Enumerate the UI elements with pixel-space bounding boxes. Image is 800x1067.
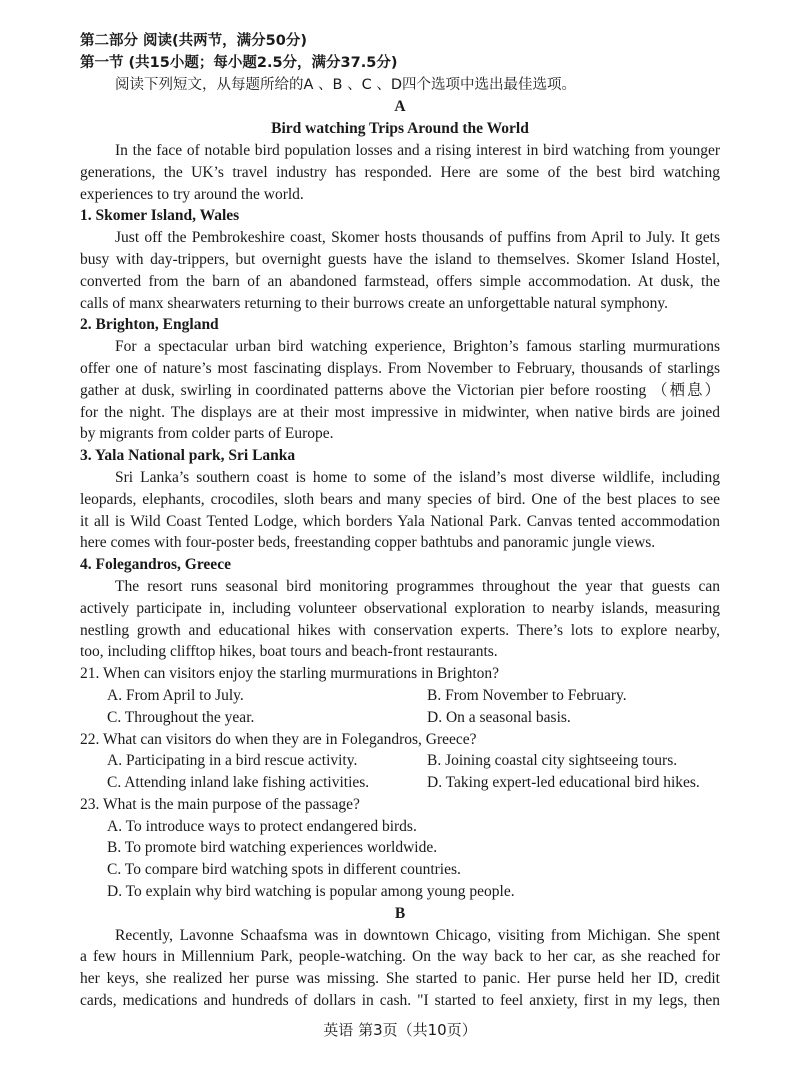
section-heading: 2. Brighton, England <box>80 316 219 334</box>
option-a: A. Participating in a bird rescue activity. <box>107 752 358 770</box>
option-d: D. On a seasonal basis. <box>427 708 571 726</box>
paragraph-line: Sri Lanka’s southern coast is home to some of the island’s most diverse wildlife, including <box>115 468 720 486</box>
option-d: D. Taking expert-led educational bird hikes. <box>427 774 700 792</box>
passage-a-questions <box>80 663 720 903</box>
paragraph-line: offer one of nature’s most fascinating displays. From November to February, thousands of starlings <box>80 359 720 377</box>
option-b: B. To promote bird watching experiences worldwide. <box>107 839 438 857</box>
paragraph-line: For a spectacular urban bird watching experience, Brighton’s famous starling murmurations <box>115 338 720 356</box>
option-b: B. Joining coastal city sightseeing tours. <box>427 752 678 770</box>
passage-b-label: B <box>394 904 406 922</box>
section-heading: 第一节 (共15小题；每小题2.5分，满分37.5分) <box>80 54 398 71</box>
paragraph <box>80 467 720 554</box>
paragraph-line: leopards, elephants, crocodiles, sloth bears and many species of bird. One of the best places to see <box>80 490 720 508</box>
paragraph-line: a few hours in Millennium Park, people-watching. On the way back to her car, as she reached for <box>80 948 720 966</box>
paragraph <box>80 140 720 205</box>
paragraph-line: gather at dusk, swirling in coordinated patterns above the Victorian pier before roosting （栖息） <box>80 381 720 399</box>
option-b: B. From November to February. <box>427 686 627 704</box>
paragraph-line: Recently, Lavonne Schaafsma was in downtown Chicago, visiting from Michigan. She spent <box>115 926 720 944</box>
option-row <box>80 707 720 729</box>
section-heading: 1. Skomer Island, Wales <box>80 207 240 225</box>
page-footer: 英语 第3页（共10页） <box>323 1021 477 1039</box>
option-c: C. To compare bird watching spots in different countries. <box>107 861 461 879</box>
question <box>80 794 720 903</box>
paragraph-line: generations, the UK’s travel industry has responded. Here are some of the best bird watching <box>80 163 720 181</box>
option-row <box>80 685 720 707</box>
paragraph-line: actively participate in, including volunteer observational exploration to nearby islands, measuring <box>80 599 720 617</box>
exam-page <box>80 31 720 1012</box>
question <box>80 663 720 728</box>
paragraph-line: In the face of notable bird population losses and a rising interest in bird watching from younger <box>115 141 720 159</box>
passage-a-title: Bird watching Trips Around the World <box>271 120 529 138</box>
paragraph-line: here comes with four-poster beds, freestanding copper bathtubs and panoramic jungle views. <box>80 534 656 552</box>
paragraph-line: The resort runs seasonal bird monitoring programmes throughout the year that guests can <box>115 577 720 595</box>
passage-b-body <box>80 925 720 1012</box>
paragraph-line: her keys, she realized her purse was missing. She started to panic. Her purse held her ID, credit <box>80 970 720 988</box>
paragraph-line: calls of manx shearwaters returning to their burrows create an unforgettable natural symphony. <box>80 294 668 312</box>
section-heading: 4. Folegandros, Greece <box>80 556 231 574</box>
instruction: 阅读下列短文，从每题所给的A 、B 、C 、D四个选项中选出最佳选项。 <box>115 76 576 93</box>
paragraph-line: cards, medications and hundreds of dollars in cash. "I started to feel anxiety, first in my legs, then <box>80 992 720 1010</box>
paragraph-line: it all is Wild Coast Tented Lodge, which borders Yala National Park. Canvas tented accommodation <box>80 512 720 530</box>
paragraph-line: by migrants from colder parts of Europe. <box>80 425 334 443</box>
paragraph <box>80 227 720 314</box>
question-stem: 21. When can visitors enjoy the starling murmurations in Brighton? <box>80 665 500 683</box>
paragraph-line: converted from the barn of an abandoned farmstead, offers simple accommodation. At dusk, the <box>80 272 720 290</box>
option-row <box>80 750 720 772</box>
question-stem: 23. What is the main purpose of the passage? <box>80 795 360 813</box>
paragraph-line: nestling growth and educational hikes with conservation experts. There’s lots to explore nearby, <box>80 621 720 639</box>
option-c: C. Throughout the year. <box>107 708 255 726</box>
paragraph-line: experiences to try around the world. <box>80 185 304 203</box>
option-row <box>80 772 720 794</box>
part-heading: 第二部分 阅读(共两节，满分50分) <box>80 33 307 49</box>
passage-a-body <box>80 140 720 663</box>
paragraph <box>80 576 720 663</box>
passage-a-label: A <box>394 98 406 116</box>
section-heading: 3. Yala National park, Sri Lanka <box>80 447 296 465</box>
paragraph <box>80 336 720 445</box>
paragraph-line: for the night. The displays are at their most impressive in midwinter, when native birds are joined <box>80 403 720 421</box>
option-c: C. Attending inland lake fishing activities. <box>107 774 370 792</box>
paragraph-line: too, including clifftop hikes, boat tours and beach-front restaurants. <box>80 643 498 661</box>
option-a: A. To introduce ways to protect endangered birds. <box>107 817 417 835</box>
question-stem: 22. What can visitors do when they are in Folegandros, Greece? <box>80 730 477 748</box>
question <box>80 729 720 794</box>
paragraph-line: Just off the Pembrokeshire coast, Skomer hosts thousands of puffins from April to July. It gets <box>115 229 720 247</box>
option-a: A. From April to July. <box>107 686 244 704</box>
paragraph-line: busy with day-trippers, but overnight guests have the island to themselves. Skomer Island Hostel, <box>80 250 720 268</box>
option-d: D. To explain why bird watching is popular among young people. <box>107 883 515 901</box>
